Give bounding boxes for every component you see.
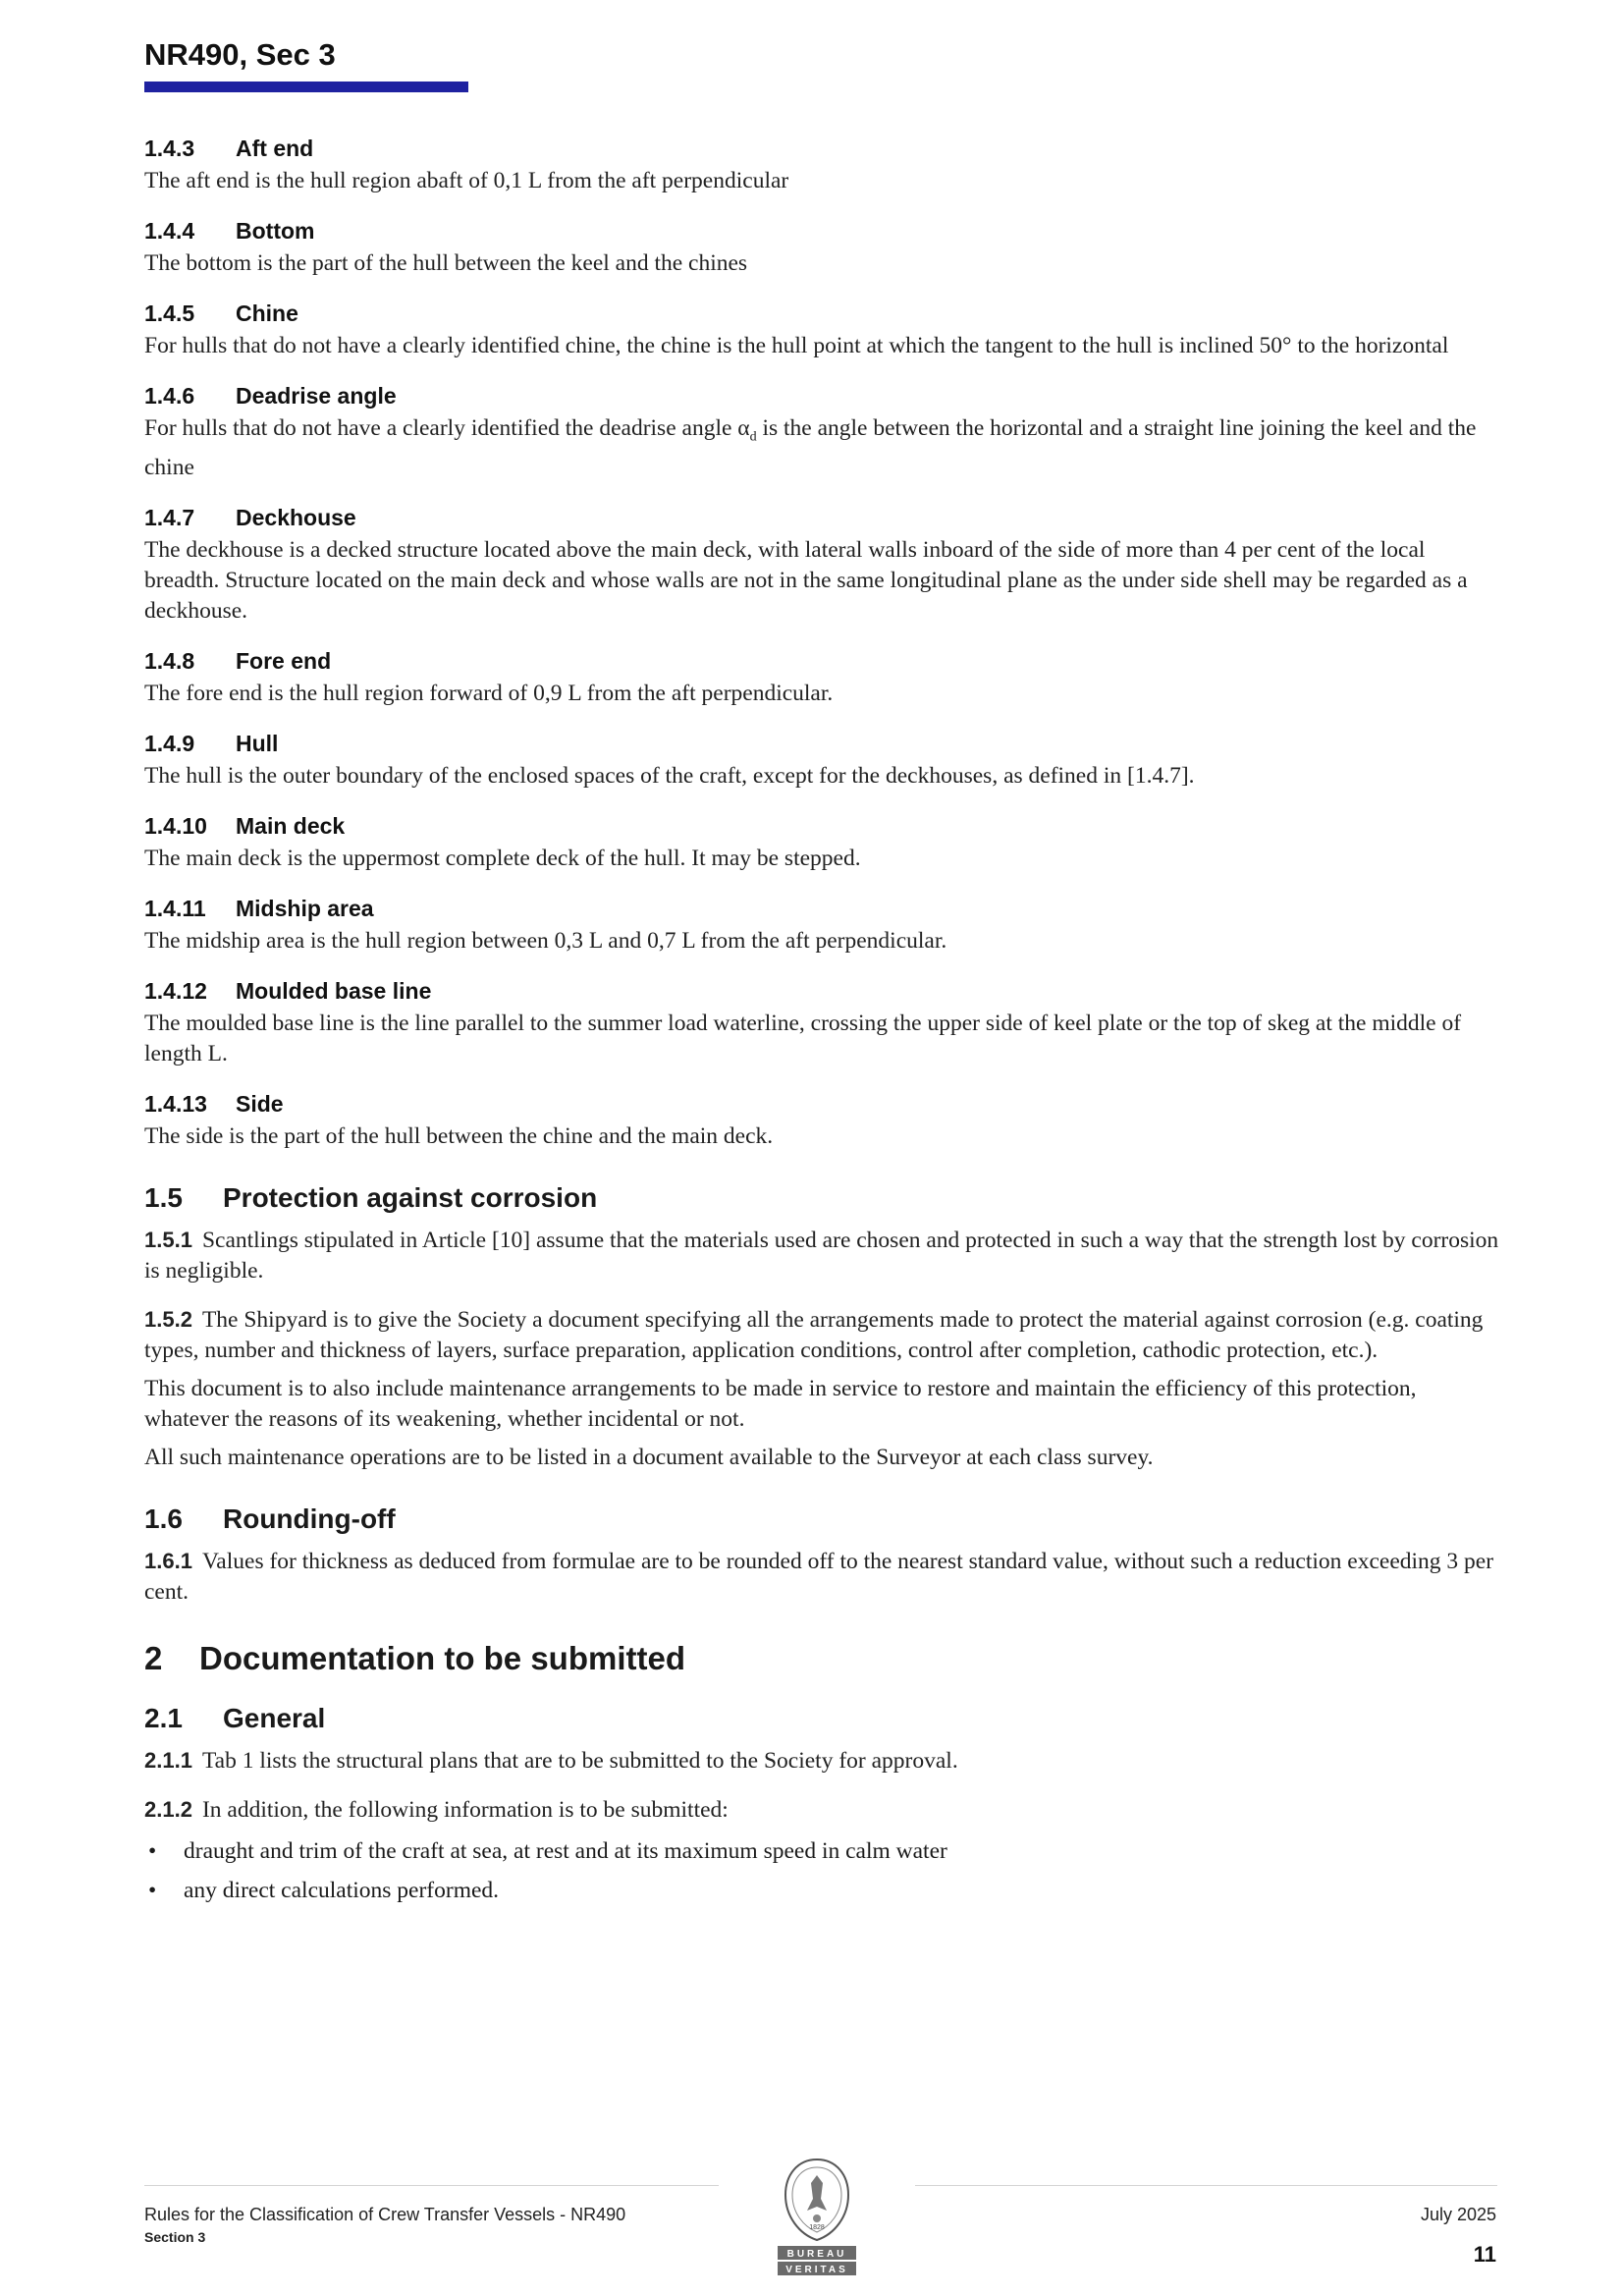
subsection-heading: 1.4.9 Hull <box>144 730 279 756</box>
definition-text: The fore end is the hull region forward of 0,9 L from the aft perpendicular. <box>144 680 834 706</box>
definition-bottom <box>144 216 1499 279</box>
subsection-heading: 1.4.5 Chine <box>144 301 298 326</box>
bullet-list <box>144 1831 1499 1910</box>
paragraph-survey: All such maintenance operations are to be listed in a document available to the Surveyor at each class survey. <box>144 1444 1154 1470</box>
main-content <box>144 128 1499 1910</box>
subsection-heading: 1.4.6 Deadrise angle <box>144 383 397 409</box>
alpha-symbol: α <box>737 415 750 441</box>
definition-chine <box>144 299 1499 361</box>
paragraph-1-5-2: 1.5.2 The Shipyard is to give the Society a document specifying all the arrangements made to protect the material against corrosion (e.g. coating types, number and thickness of layers, surface preparation, application conditions, control after completion, cathodic protection, etc.). <box>144 1306 1484 1363</box>
definition-text: For hulls that do not have a clearly identified the deadrise angle $\alpha_d$ is the angle between the horizontal and a straight line joining the keel and the chine <box>144 415 1477 480</box>
definition-text: The bottom is the part of the hull between the keel and the chines <box>144 250 748 276</box>
page-number: 11 <box>1473 2242 1496 2267</box>
alpha-subscript: d <box>749 429 757 445</box>
paragraph-1-5-1: 1.5.1 Scantlings stipulated in Article [10] assume that the materials used are chosen and protected in such a way that the strength lost by corrosion is negligible. <box>144 1227 1499 1284</box>
paragraph-1-6-1: 1.6.1 Values for thickness as deduced from formulae are to be rounded off to the nearest standard value, without such a reduction exceeding 3 per cent. <box>144 1548 1494 1605</box>
definition-text: For hulls that do not have a clearly identified chine, the chine is the hull point at which the tangent to the hull is inclined 50° to the horizontal <box>144 333 1449 358</box>
definition-text: The side is the part of the hull between the chine and the main deck. <box>144 1122 774 1149</box>
definition-fore-end <box>144 646 1499 709</box>
definition-deadrise-angle <box>144 381 1499 483</box>
definition-aft-end <box>144 134 1499 196</box>
footer-section: Section 3 <box>144 2229 206 2245</box>
definition-moulded-base-line <box>144 976 1499 1069</box>
bureau-veritas-logo <box>772 2156 862 2281</box>
subsection-heading: 1.4.12 Moulded base line <box>144 977 432 1004</box>
subsection-heading: 1.4.8 Fore end <box>144 647 332 674</box>
definition-text: The moulded base line is the line parallel to the summer load waterline, crossing the upper side of keel plate or the top of skeg at the middle of length L. <box>144 1010 1462 1066</box>
logo-year: 1828 <box>809 2224 825 2231</box>
definition-text: The main deck is the uppermost complete deck of the hull. It may be stepped. <box>144 845 861 871</box>
section-heading-corrosion: 1.5 Protection against corrosion <box>144 1181 598 1213</box>
footer-rule-left <box>144 2185 719 2186</box>
definition-hull <box>144 729 1499 792</box>
section-heading-rounding: 1.6 Rounding-off <box>144 1503 396 1534</box>
subsection-heading: 1.4.13 Side <box>144 1090 284 1117</box>
definition-deckhouse <box>144 503 1499 627</box>
definition-text: The deckhouse is a decked structure located above the main deck, with lateral walls inboard of the side of more than 4 per cent of the local breadth. Structure located on the main deck and whose walls are not in the same longitudinal plane as the under side shell may be regarded as a deckhouse. <box>144 536 1468 624</box>
list-item: • draught and trim of the craft at sea, at rest and at its maximum speed in calm water <box>144 1831 1499 1871</box>
logo-word-veritas: VERITAS <box>785 2265 848 2275</box>
list-item: • any direct calculations performed. <box>144 1871 1499 1910</box>
definition-main-deck <box>144 811 1499 874</box>
paragraph-2-1-1: 2.1.1 Tab 1 lists the structural plans that are to be submitted to the Society for approval. <box>144 1747 958 1774</box>
definition-side <box>144 1089 1499 1152</box>
definition-text: The aft end is the hull region abaft of 0,1 L from the aft perpendicular <box>144 168 789 193</box>
footer-document-title: Rules for the Classification of Crew Transfer Vessels - NR490 <box>144 2205 626 2224</box>
footer-document-info <box>144 2205 625 2245</box>
running-header-title: NR490, Sec 3 <box>144 37 336 72</box>
paragraph-2-1-2: 2.1.2 In addition, the following information is to be submitted: <box>144 1796 729 1823</box>
footer-date: July 2025 <box>1420 2205 1496 2224</box>
subsection-heading: 1.4.4 Bottom <box>144 218 315 244</box>
definition-text: The hull is the outer boundary of the enclosed spaces of the craft, except for the deckhouses, as defined in [1.4.7]. <box>144 762 1195 789</box>
definition-midship-area <box>144 894 1499 957</box>
subsection-heading: 1.4.10 Main deck <box>144 812 346 839</box>
subsection-heading: 1.4.3 Aft end <box>144 136 314 161</box>
subsection-heading: 1.4.7 Deckhouse <box>144 504 356 530</box>
chapter-heading-documentation: 2 Documentation to be submitted <box>144 1639 685 1676</box>
header-accent-bar <box>144 82 468 92</box>
logo-word-bureau: BUREAU <box>786 2249 847 2260</box>
subsection-heading: 1.4.11 Midship area <box>144 895 374 921</box>
paragraph-maintenance: This document is to also include maintenance arrangements to be made in service to restore and maintain the efficiency of this protection, whatever the reasons of its weakening, whether incidental or not. <box>144 1375 1417 1432</box>
footer-rule-right <box>915 2185 1497 2186</box>
section-heading-general: 2.1 General <box>144 1702 326 1733</box>
definition-text: The midship area is the hull region between 0,3 L and 0,7 L from the aft perpendicular. <box>144 927 947 954</box>
